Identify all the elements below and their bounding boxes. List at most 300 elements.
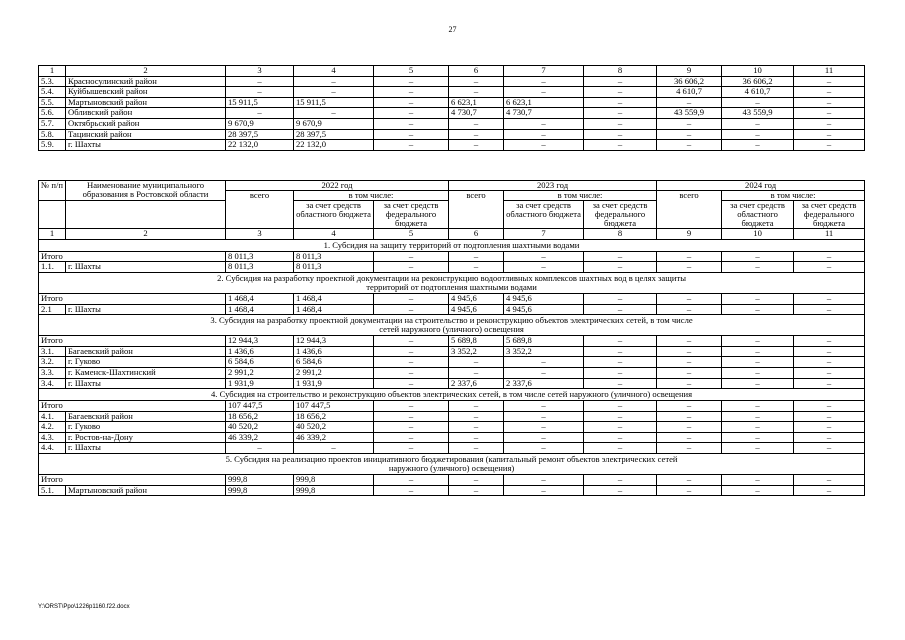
- value-cell: 18 656,2: [226, 411, 294, 422]
- value-cell: –: [374, 346, 449, 357]
- value-cell: 999,8: [294, 475, 374, 486]
- municipality-name: Октябрьский район: [66, 118, 226, 129]
- row-number: 3.3.: [39, 367, 66, 378]
- value-cell: 2 991,2: [294, 367, 374, 378]
- row-number: Итого: [39, 336, 226, 347]
- municipality-name: Багаевский район: [66, 346, 226, 357]
- value-cell: 4 730,7: [504, 108, 584, 119]
- table-row: [39, 251, 865, 262]
- value-cell: –: [722, 401, 794, 412]
- header-num: № п/п: [39, 181, 66, 201]
- row-number: 4.2.: [39, 422, 66, 433]
- value-cell: –: [722, 129, 794, 140]
- municipality-name: Обливский район: [66, 108, 226, 119]
- header-federal-2024: за счет средств федерального бюджета: [794, 201, 865, 229]
- header-total-2022: всего: [226, 191, 294, 229]
- header-name: Наименование муниципального образования в Ростовской области: [66, 181, 226, 201]
- value-cell: –: [504, 401, 584, 412]
- value-cell: 1 468,4: [226, 304, 294, 315]
- value-cell: –: [584, 140, 657, 151]
- value-cell: 28 397,5: [294, 129, 374, 140]
- value-cell: –: [584, 97, 657, 108]
- value-cell: 9 670,9: [294, 118, 374, 129]
- value-cell: –: [226, 76, 294, 87]
- value-cell: 46 339,2: [294, 432, 374, 443]
- value-cell: –: [374, 140, 449, 151]
- header-regional-2023: за счет средств областного бюджета: [504, 201, 584, 229]
- value-cell: 15 911,5: [226, 97, 294, 108]
- value-cell: 1 468,4: [294, 293, 374, 304]
- value-cell: –: [449, 251, 504, 262]
- table-row: [39, 108, 865, 119]
- value-cell: –: [374, 251, 449, 262]
- value-cell: –: [794, 76, 865, 87]
- header-of-which-2023: в том числе:: [504, 191, 657, 201]
- header-year-2024: 2024 год: [657, 181, 865, 191]
- value-cell: –: [584, 87, 657, 98]
- municipality-name: Красносулинский район: [66, 76, 226, 87]
- value-cell: –: [794, 129, 865, 140]
- file-path-footer: Y:\ORST\Ppo\1226p1160.f22.docx: [38, 604, 130, 610]
- column-number-row: [39, 229, 865, 240]
- value-cell: –: [374, 475, 449, 486]
- column-number: 4: [294, 229, 374, 240]
- value-cell: 12 944,3: [294, 336, 374, 347]
- value-cell: –: [449, 443, 504, 454]
- value-cell: –: [794, 304, 865, 315]
- value-cell: –: [449, 262, 504, 273]
- row-number: 5.7.: [39, 118, 66, 129]
- value-cell: –: [722, 262, 794, 273]
- municipality-name: Тацинский район: [66, 129, 226, 140]
- value-cell: –: [584, 401, 657, 412]
- value-cell: –: [794, 87, 865, 98]
- value-cell: 4 610,7: [657, 87, 722, 98]
- table-row: [39, 401, 865, 412]
- row-number: 2.1: [39, 304, 66, 315]
- value-cell: –: [374, 118, 449, 129]
- municipality-name: г. Шахты: [66, 304, 226, 315]
- value-cell: –: [657, 118, 722, 129]
- value-cell: –: [374, 443, 449, 454]
- municipality-name: Багаевский район: [66, 411, 226, 422]
- column-number: 7: [504, 229, 584, 240]
- row-number: 5.1.: [39, 485, 66, 496]
- value-cell: 4 610,7: [722, 87, 794, 98]
- value-cell: –: [657, 262, 722, 273]
- value-cell: –: [657, 251, 722, 262]
- value-cell: 107 447,5: [294, 401, 374, 412]
- section-title-row: [39, 454, 865, 475]
- value-cell: –: [657, 346, 722, 357]
- value-cell: 43 559,9: [657, 108, 722, 119]
- value-cell: –: [584, 262, 657, 273]
- value-cell: –: [584, 118, 657, 129]
- municipality-name: г. Гуково: [66, 422, 226, 433]
- value-cell: –: [722, 357, 794, 368]
- row-number: 5.6.: [39, 108, 66, 119]
- value-cell: –: [794, 411, 865, 422]
- section-title: 2. Субсидия на разработку проектной документации на реконструкцию водоотливных комплексов шахтных вод в целях защиты территорий от подтопления шахтными водами: [39, 272, 865, 293]
- header-federal-2023: за счет средств федерального бюджета: [584, 201, 657, 229]
- municipality-name: Куйбышевский район: [66, 87, 226, 98]
- value-cell: –: [584, 357, 657, 368]
- row-number: 5.4.: [39, 87, 66, 98]
- value-cell: –: [374, 293, 449, 304]
- value-cell: 46 339,2: [226, 432, 294, 443]
- municipality-name: г. Шахты: [66, 378, 226, 389]
- header-name-cont: [66, 201, 226, 229]
- column-number: 6: [449, 66, 504, 77]
- header-total-2023: всего: [449, 191, 504, 229]
- value-cell: 4 945,6: [449, 293, 504, 304]
- value-cell: 9 670,9: [226, 118, 294, 129]
- row-number: 5.9.: [39, 140, 66, 151]
- municipality-name: г. Ростов-на-Дону: [66, 432, 226, 443]
- municipality-name: Мартыновский район: [66, 485, 226, 496]
- value-cell: 6 623,1: [449, 97, 504, 108]
- table-row: [39, 378, 865, 389]
- value-cell: –: [657, 357, 722, 368]
- value-cell: –: [657, 475, 722, 486]
- table-row: [39, 118, 865, 129]
- municipality-name: г. Гуково: [66, 357, 226, 368]
- value-cell: –: [657, 129, 722, 140]
- column-number: 3: [226, 229, 294, 240]
- column-number: 11: [794, 66, 865, 77]
- column-number: 5: [374, 229, 449, 240]
- page-number: 27: [448, 25, 457, 34]
- value-cell: –: [504, 411, 584, 422]
- column-number: 1: [39, 229, 66, 240]
- value-cell: –: [722, 422, 794, 433]
- value-cell: –: [374, 401, 449, 412]
- value-cell: –: [374, 76, 449, 87]
- value-cell: –: [374, 485, 449, 496]
- value-cell: –: [504, 118, 584, 129]
- value-cell: –: [449, 401, 504, 412]
- value-cell: –: [374, 378, 449, 389]
- value-cell: –: [374, 422, 449, 433]
- value-cell: –: [794, 262, 865, 273]
- value-cell: –: [657, 443, 722, 454]
- table-row: [39, 346, 865, 357]
- value-cell: –: [504, 485, 584, 496]
- table-row: [39, 129, 865, 140]
- value-cell: 2 337,6: [449, 378, 504, 389]
- value-cell: –: [584, 108, 657, 119]
- value-cell: –: [449, 475, 504, 486]
- value-cell: –: [294, 87, 374, 98]
- value-cell: –: [374, 108, 449, 119]
- value-cell: –: [374, 87, 449, 98]
- value-cell: –: [794, 367, 865, 378]
- value-cell: 43 559,9: [722, 108, 794, 119]
- value-cell: 18 656,2: [294, 411, 374, 422]
- value-cell: 1 931,9: [294, 378, 374, 389]
- header-federal-2022: за счет средств федерального бюджета: [374, 201, 449, 229]
- value-cell: –: [794, 485, 865, 496]
- value-cell: 3 352,2: [449, 346, 504, 357]
- value-cell: –: [294, 108, 374, 119]
- value-cell: –: [657, 401, 722, 412]
- value-cell: 36 606,2: [722, 76, 794, 87]
- value-cell: –: [584, 432, 657, 443]
- table-row: [39, 76, 865, 87]
- value-cell: –: [722, 118, 794, 129]
- table-row: [39, 411, 865, 422]
- value-cell: –: [374, 432, 449, 443]
- value-cell: –: [722, 336, 794, 347]
- value-cell: –: [504, 251, 584, 262]
- table-row: [39, 97, 865, 108]
- value-cell: 4 945,6: [504, 293, 584, 304]
- municipality-name: г. Шахты: [66, 262, 226, 273]
- value-cell: –: [722, 304, 794, 315]
- table-row: [39, 357, 865, 368]
- table-row: [39, 336, 865, 347]
- value-cell: 107 447,5: [226, 401, 294, 412]
- table-row: [39, 485, 865, 496]
- column-number: 10: [722, 229, 794, 240]
- value-cell: –: [794, 251, 865, 262]
- row-number: 5.5.: [39, 97, 66, 108]
- municipality-name: Мартыновский район: [66, 97, 226, 108]
- table-row: [39, 293, 865, 304]
- value-cell: –: [226, 87, 294, 98]
- value-cell: –: [504, 432, 584, 443]
- column-number: 9: [657, 66, 722, 77]
- value-cell: –: [374, 129, 449, 140]
- value-cell: –: [722, 443, 794, 454]
- value-cell: –: [657, 140, 722, 151]
- value-cell: –: [374, 336, 449, 347]
- header-year-2023: 2023 год: [449, 181, 657, 191]
- value-cell: –: [449, 129, 504, 140]
- value-cell: –: [294, 76, 374, 87]
- value-cell: 1 931,9: [226, 378, 294, 389]
- value-cell: –: [722, 97, 794, 108]
- value-cell: –: [584, 485, 657, 496]
- column-number: 4: [294, 66, 374, 77]
- table-row: [39, 140, 865, 151]
- value-cell: –: [449, 432, 504, 443]
- column-number: 1: [39, 66, 66, 77]
- section-title: 4. Субсидия на строительство и реконструкцию объектов электрических сетей, в том числе сетей наружного (уличного) освещения: [39, 389, 865, 401]
- value-cell: –: [657, 336, 722, 347]
- table-row: [39, 262, 865, 273]
- value-cell: 1 468,4: [226, 293, 294, 304]
- value-cell: 2 337,6: [504, 378, 584, 389]
- column-number: 7: [504, 66, 584, 77]
- header-regional-2022: за счет средств областного бюджета: [294, 201, 374, 229]
- value-cell: –: [449, 140, 504, 151]
- value-cell: –: [226, 108, 294, 119]
- header-of-which-2024: в том числе:: [722, 191, 865, 201]
- value-cell: –: [449, 357, 504, 368]
- value-cell: –: [584, 422, 657, 433]
- value-cell: 8 011,3: [226, 251, 294, 262]
- value-cell: –: [722, 485, 794, 496]
- header-total-2024: всего: [657, 191, 722, 229]
- value-cell: –: [657, 485, 722, 496]
- value-cell: –: [794, 475, 865, 486]
- value-cell: 40 520,2: [294, 422, 374, 433]
- municipality-name: г. Каменск-Шахтинский: [66, 367, 226, 378]
- value-cell: 5 689,8: [504, 336, 584, 347]
- value-cell: –: [794, 97, 865, 108]
- value-cell: –: [504, 475, 584, 486]
- row-number: 4.1.: [39, 411, 66, 422]
- value-cell: –: [722, 475, 794, 486]
- value-cell: –: [584, 367, 657, 378]
- row-number: 1.1.: [39, 262, 66, 273]
- value-cell: –: [374, 97, 449, 108]
- value-cell: –: [722, 346, 794, 357]
- value-cell: –: [504, 140, 584, 151]
- value-cell: 1 436,6: [226, 346, 294, 357]
- value-cell: –: [584, 76, 657, 87]
- column-number: 11: [794, 229, 865, 240]
- row-number: 3.1.: [39, 346, 66, 357]
- value-cell: 36 606,2: [657, 76, 722, 87]
- header-regional-2024: за счет средств областного бюджета: [722, 201, 794, 229]
- value-cell: 6 623,1: [504, 97, 584, 108]
- value-cell: –: [657, 367, 722, 378]
- value-cell: 15 911,5: [294, 97, 374, 108]
- table-row: [39, 87, 865, 98]
- value-cell: 8 011,3: [226, 262, 294, 273]
- value-cell: –: [722, 378, 794, 389]
- value-cell: 999,8: [294, 485, 374, 496]
- row-number: Итого: [39, 293, 226, 304]
- value-cell: 5 689,8: [449, 336, 504, 347]
- section-title-row: [39, 239, 865, 251]
- value-cell: –: [449, 411, 504, 422]
- value-cell: –: [374, 262, 449, 273]
- row-number: 4.4.: [39, 443, 66, 454]
- value-cell: –: [794, 336, 865, 347]
- section-title: 5. Субсидия на реализацию проектов инициативного бюджетирования (капитальный ремонт объектов электрических сетей наружного (уличного) освещения): [39, 454, 865, 475]
- section-title-row: [39, 272, 865, 293]
- section-title-row: [39, 315, 865, 336]
- column-number: 8: [584, 66, 657, 77]
- value-cell: 4 945,6: [504, 304, 584, 315]
- value-cell: –: [584, 346, 657, 357]
- value-cell: 2 991,2: [226, 367, 294, 378]
- table-row: [39, 422, 865, 433]
- value-cell: –: [794, 140, 865, 151]
- municipality-name: г. Шахты: [66, 140, 226, 151]
- value-cell: –: [794, 378, 865, 389]
- value-cell: –: [794, 108, 865, 119]
- row-number: 3.2.: [39, 357, 66, 368]
- value-cell: –: [504, 422, 584, 433]
- value-cell: –: [794, 432, 865, 443]
- value-cell: –: [584, 378, 657, 389]
- column-number: 2: [66, 229, 226, 240]
- subsidy-table: [38, 180, 865, 496]
- value-cell: 4 945,6: [449, 304, 504, 315]
- value-cell: –: [657, 432, 722, 443]
- value-cell: –: [657, 411, 722, 422]
- value-cell: –: [584, 129, 657, 140]
- column-number: 9: [657, 229, 722, 240]
- header-year-2022: 2022 год: [226, 181, 449, 191]
- value-cell: –: [657, 378, 722, 389]
- value-cell: 6 584,6: [226, 357, 294, 368]
- column-number: 10: [722, 66, 794, 77]
- row-number: Итого: [39, 475, 226, 486]
- value-cell: –: [794, 443, 865, 454]
- row-number: Итого: [39, 401, 226, 412]
- value-cell: 999,8: [226, 485, 294, 496]
- value-cell: –: [794, 293, 865, 304]
- value-cell: –: [794, 401, 865, 412]
- table-header: [39, 181, 865, 229]
- value-cell: –: [794, 422, 865, 433]
- value-cell: –: [374, 304, 449, 315]
- value-cell: 3 352,2: [504, 346, 584, 357]
- value-cell: 999,8: [226, 475, 294, 486]
- value-cell: –: [657, 304, 722, 315]
- value-cell: –: [584, 443, 657, 454]
- value-cell: –: [794, 357, 865, 368]
- value-cell: –: [504, 76, 584, 87]
- table-row: [39, 443, 865, 454]
- value-cell: –: [226, 443, 294, 454]
- row-number: 5.8.: [39, 129, 66, 140]
- value-cell: –: [504, 357, 584, 368]
- value-cell: –: [504, 367, 584, 378]
- value-cell: –: [584, 293, 657, 304]
- value-cell: –: [584, 304, 657, 315]
- column-number-row: [39, 66, 865, 77]
- value-cell: –: [722, 432, 794, 443]
- value-cell: 1 468,4: [294, 304, 374, 315]
- value-cell: –: [794, 346, 865, 357]
- column-number: 5: [374, 66, 449, 77]
- value-cell: –: [449, 485, 504, 496]
- value-cell: –: [584, 411, 657, 422]
- table-row: [39, 304, 865, 315]
- section-title-row: [39, 389, 865, 401]
- column-number: 6: [449, 229, 504, 240]
- value-cell: 22 132,0: [294, 140, 374, 151]
- row-number: Итого: [39, 251, 226, 262]
- row-number: 4.3.: [39, 432, 66, 443]
- header-num-cont: [39, 201, 66, 229]
- value-cell: –: [584, 251, 657, 262]
- value-cell: –: [374, 357, 449, 368]
- value-cell: 8 011,3: [294, 262, 374, 273]
- value-cell: –: [657, 293, 722, 304]
- continuation-table: [38, 65, 865, 151]
- value-cell: –: [584, 475, 657, 486]
- table-row: [39, 475, 865, 486]
- value-cell: –: [657, 422, 722, 433]
- value-cell: 4 730,7: [449, 108, 504, 119]
- value-cell: –: [722, 411, 794, 422]
- header-of-which-2022: в том числе:: [294, 191, 449, 201]
- value-cell: 22 132,0: [226, 140, 294, 151]
- value-cell: –: [657, 97, 722, 108]
- value-cell: –: [449, 87, 504, 98]
- value-cell: –: [722, 140, 794, 151]
- value-cell: –: [504, 87, 584, 98]
- section-title: 1. Субсидия на защиту территорий от подтопления шахтными водами: [39, 239, 865, 251]
- value-cell: –: [794, 118, 865, 129]
